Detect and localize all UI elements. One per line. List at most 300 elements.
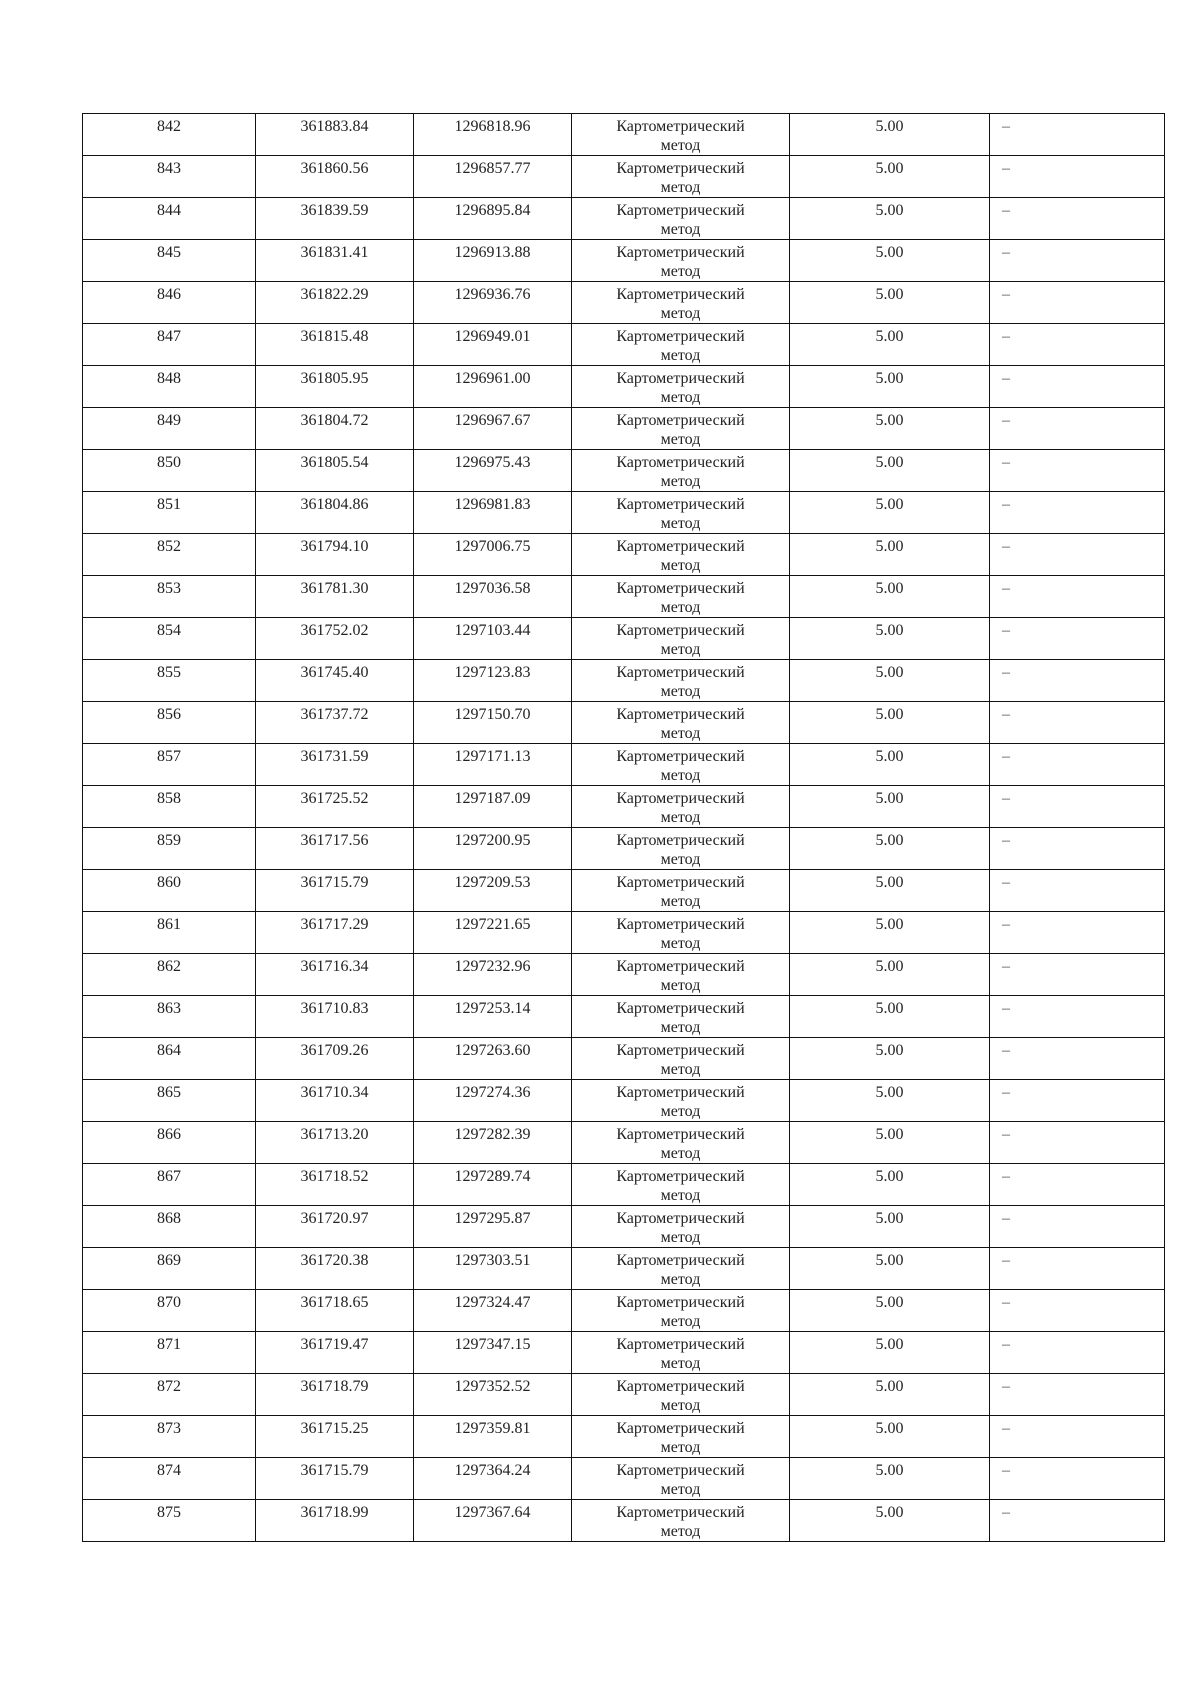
x-coordinate-cell: 361720.38	[256, 1248, 414, 1290]
method-line-1: Картометрический	[616, 496, 745, 513]
method-cell	[572, 1038, 790, 1080]
x-coordinate-cell: 361715.79	[256, 1458, 414, 1500]
method-line-1: Картометрический	[616, 538, 745, 555]
method-cell	[572, 702, 790, 744]
table-row	[83, 534, 1165, 576]
accuracy-cell: 5.00	[790, 870, 990, 912]
x-coordinate-cell: 361715.25	[256, 1416, 414, 1458]
accuracy-cell: 5.00	[790, 1164, 990, 1206]
note-cell: –	[990, 1248, 1165, 1290]
note-cell: –	[990, 1080, 1165, 1122]
method-cell	[572, 1080, 790, 1122]
x-coordinate-cell: 361725.52	[256, 786, 414, 828]
method-line-1: Картометрический	[616, 1210, 745, 1227]
method-line-1: Картометрический	[616, 916, 745, 933]
method-line-2: метод	[660, 1103, 701, 1120]
table-row	[83, 1374, 1165, 1416]
note-cell: –	[990, 492, 1165, 534]
method-cell	[572, 198, 790, 240]
method-cell	[572, 744, 790, 786]
x-coordinate-cell: 361805.54	[256, 450, 414, 492]
x-coordinate-cell: 361745.40	[256, 660, 414, 702]
note-cell: –	[990, 324, 1165, 366]
method-cell	[572, 1458, 790, 1500]
note-cell: –	[990, 576, 1165, 618]
method-line-2: метод	[660, 347, 701, 364]
method-cell	[572, 450, 790, 492]
method-cell	[572, 240, 790, 282]
method-line-1: Картометрический	[616, 1504, 745, 1521]
point-number-cell: 858	[83, 786, 256, 828]
method-line-1: Картометрический	[616, 118, 745, 135]
method-cell	[572, 408, 790, 450]
table-row	[83, 576, 1165, 618]
method-line-1: Картометрический	[616, 1042, 745, 1059]
method-line-1: Картометрический	[616, 706, 745, 723]
note-cell: –	[990, 744, 1165, 786]
table-row	[83, 198, 1165, 240]
coordinates-table-body	[83, 114, 1165, 1542]
method-cell	[572, 282, 790, 324]
method-line-1: Картометрический	[616, 874, 745, 891]
y-coordinate-cell: 1297036.58	[414, 576, 572, 618]
table-row	[83, 1080, 1165, 1122]
y-coordinate-cell: 1297352.52	[414, 1374, 572, 1416]
point-number-cell: 852	[83, 534, 256, 576]
y-coordinate-cell: 1296975.43	[414, 450, 572, 492]
accuracy-cell: 5.00	[790, 1500, 990, 1542]
method-line-2: метод	[660, 1481, 701, 1498]
method-line-2: метод	[660, 179, 701, 196]
accuracy-cell: 5.00	[790, 1374, 990, 1416]
method-line-2: метод	[660, 1229, 701, 1246]
note-cell: –	[990, 1374, 1165, 1416]
method-cell	[572, 996, 790, 1038]
accuracy-cell: 5.00	[790, 1038, 990, 1080]
y-coordinate-cell: 1297123.83	[414, 660, 572, 702]
table-row	[83, 282, 1165, 324]
method-line-1: Картометрический	[616, 244, 745, 261]
y-coordinate-cell: 1297289.74	[414, 1164, 572, 1206]
y-coordinate-cell: 1297209.53	[414, 870, 572, 912]
point-number-cell: 848	[83, 366, 256, 408]
y-coordinate-cell: 1297347.15	[414, 1332, 572, 1374]
method-cell	[572, 912, 790, 954]
x-coordinate-cell: 361860.56	[256, 156, 414, 198]
table-row	[83, 744, 1165, 786]
x-coordinate-cell: 361718.52	[256, 1164, 414, 1206]
point-number-cell: 857	[83, 744, 256, 786]
note-cell: –	[990, 912, 1165, 954]
method-line-2: метод	[660, 1187, 701, 1204]
y-coordinate-cell: 1297274.36	[414, 1080, 572, 1122]
note-cell: –	[990, 870, 1165, 912]
y-coordinate-cell: 1296857.77	[414, 156, 572, 198]
coordinates-table	[82, 113, 1165, 1542]
note-cell: –	[990, 240, 1165, 282]
x-coordinate-cell: 361709.26	[256, 1038, 414, 1080]
method-line-2: метод	[660, 515, 701, 532]
method-cell	[572, 1164, 790, 1206]
method-cell	[572, 534, 790, 576]
x-coordinate-cell: 361717.56	[256, 828, 414, 870]
note-cell: –	[990, 954, 1165, 996]
x-coordinate-cell: 361781.30	[256, 576, 414, 618]
accuracy-cell: 5.00	[790, 702, 990, 744]
method-line-2: метод	[660, 977, 701, 994]
accuracy-cell: 5.00	[790, 576, 990, 618]
point-number-cell: 870	[83, 1290, 256, 1332]
method-line-2: метод	[660, 935, 701, 952]
note-cell: –	[990, 1206, 1165, 1248]
accuracy-cell: 5.00	[790, 1416, 990, 1458]
method-line-2: метод	[660, 1019, 701, 1036]
accuracy-cell: 5.00	[790, 912, 990, 954]
point-number-cell: 865	[83, 1080, 256, 1122]
point-number-cell: 843	[83, 156, 256, 198]
note-cell: –	[990, 1164, 1165, 1206]
method-cell	[572, 870, 790, 912]
accuracy-cell: 5.00	[790, 1458, 990, 1500]
x-coordinate-cell: 361737.72	[256, 702, 414, 744]
x-coordinate-cell: 361839.59	[256, 198, 414, 240]
point-number-cell: 859	[83, 828, 256, 870]
method-line-2: метод	[660, 725, 701, 742]
note-cell: –	[990, 786, 1165, 828]
accuracy-cell: 5.00	[790, 156, 990, 198]
accuracy-cell: 5.00	[790, 1332, 990, 1374]
method-line-1: Картометрический	[616, 1294, 745, 1311]
y-coordinate-cell: 1296981.83	[414, 492, 572, 534]
method-line-1: Картометрический	[616, 1462, 745, 1479]
point-number-cell: 860	[83, 870, 256, 912]
accuracy-cell: 5.00	[790, 1206, 990, 1248]
point-number-cell: 849	[83, 408, 256, 450]
note-cell: –	[990, 1500, 1165, 1542]
accuracy-cell: 5.00	[790, 1122, 990, 1164]
note-cell: –	[990, 534, 1165, 576]
note-cell: –	[990, 366, 1165, 408]
method-line-1: Картометрический	[616, 1420, 745, 1437]
table-row	[83, 114, 1165, 156]
table-row	[83, 912, 1165, 954]
method-cell	[572, 324, 790, 366]
method-cell	[572, 576, 790, 618]
point-number-cell: 861	[83, 912, 256, 954]
y-coordinate-cell: 1296913.88	[414, 240, 572, 282]
note-cell: –	[990, 828, 1165, 870]
x-coordinate-cell: 361815.48	[256, 324, 414, 366]
y-coordinate-cell: 1297200.95	[414, 828, 572, 870]
method-line-1: Картометрический	[616, 1378, 745, 1395]
method-cell	[572, 1332, 790, 1374]
table-row	[83, 492, 1165, 534]
accuracy-cell: 5.00	[790, 996, 990, 1038]
method-line-2: метод	[660, 221, 701, 238]
method-line-2: метод	[660, 473, 701, 490]
table-row	[83, 1248, 1165, 1290]
x-coordinate-cell: 361718.99	[256, 1500, 414, 1542]
y-coordinate-cell: 1297282.39	[414, 1122, 572, 1164]
table-row	[83, 156, 1165, 198]
point-number-cell: 874	[83, 1458, 256, 1500]
point-number-cell: 845	[83, 240, 256, 282]
note-cell: –	[990, 1122, 1165, 1164]
table-row	[83, 366, 1165, 408]
y-coordinate-cell: 1297364.24	[414, 1458, 572, 1500]
point-number-cell: 862	[83, 954, 256, 996]
table-row	[83, 1164, 1165, 1206]
point-number-cell: 872	[83, 1374, 256, 1416]
y-coordinate-cell: 1297187.09	[414, 786, 572, 828]
y-coordinate-cell: 1297324.47	[414, 1290, 572, 1332]
point-number-cell: 866	[83, 1122, 256, 1164]
accuracy-cell: 5.00	[790, 786, 990, 828]
table-row	[83, 240, 1165, 282]
note-cell: –	[990, 450, 1165, 492]
x-coordinate-cell: 361710.34	[256, 1080, 414, 1122]
point-number-cell: 847	[83, 324, 256, 366]
note-cell: –	[990, 1332, 1165, 1374]
table-row	[83, 408, 1165, 450]
x-coordinate-cell: 361717.29	[256, 912, 414, 954]
method-line-2: метод	[660, 1061, 701, 1078]
method-line-2: метод	[660, 557, 701, 574]
table-row	[83, 1500, 1165, 1542]
method-line-1: Картометрический	[616, 832, 745, 849]
y-coordinate-cell: 1297150.70	[414, 702, 572, 744]
method-line-2: метод	[660, 431, 701, 448]
accuracy-cell: 5.00	[790, 492, 990, 534]
y-coordinate-cell: 1297359.81	[414, 1416, 572, 1458]
y-coordinate-cell: 1297303.51	[414, 1248, 572, 1290]
method-line-1: Картометрический	[616, 622, 745, 639]
method-cell	[572, 1500, 790, 1542]
point-number-cell: 850	[83, 450, 256, 492]
method-cell	[572, 786, 790, 828]
method-cell	[572, 828, 790, 870]
note-cell: –	[990, 282, 1165, 324]
method-line-2: метод	[660, 1355, 701, 1372]
y-coordinate-cell: 1296895.84	[414, 198, 572, 240]
table-row	[83, 1206, 1165, 1248]
point-number-cell: 844	[83, 198, 256, 240]
method-cell	[572, 1248, 790, 1290]
x-coordinate-cell: 361718.65	[256, 1290, 414, 1332]
method-line-1: Картометрический	[616, 1252, 745, 1269]
method-line-1: Картометрический	[616, 286, 745, 303]
y-coordinate-cell: 1297253.14	[414, 996, 572, 1038]
point-number-cell: 842	[83, 114, 256, 156]
table-row	[83, 660, 1165, 702]
method-line-2: метод	[660, 767, 701, 784]
y-coordinate-cell: 1297006.75	[414, 534, 572, 576]
accuracy-cell: 5.00	[790, 1290, 990, 1332]
method-cell	[572, 1374, 790, 1416]
table-row	[83, 618, 1165, 660]
x-coordinate-cell: 361710.83	[256, 996, 414, 1038]
method-cell	[572, 1206, 790, 1248]
method-line-1: Картометрический	[616, 412, 745, 429]
method-line-2: метод	[660, 1397, 701, 1414]
point-number-cell: 869	[83, 1248, 256, 1290]
x-coordinate-cell: 361719.47	[256, 1332, 414, 1374]
y-coordinate-cell: 1296936.76	[414, 282, 572, 324]
point-number-cell: 875	[83, 1500, 256, 1542]
point-number-cell: 863	[83, 996, 256, 1038]
method-line-1: Картометрический	[616, 958, 745, 975]
accuracy-cell: 5.00	[790, 114, 990, 156]
method-cell	[572, 618, 790, 660]
accuracy-cell: 5.00	[790, 618, 990, 660]
method-line-1: Картометрический	[616, 328, 745, 345]
method-line-2: метод	[660, 137, 701, 154]
x-coordinate-cell: 361731.59	[256, 744, 414, 786]
accuracy-cell: 5.00	[790, 1248, 990, 1290]
method-line-2: метод	[660, 851, 701, 868]
table-row	[83, 828, 1165, 870]
point-number-cell: 864	[83, 1038, 256, 1080]
method-cell	[572, 156, 790, 198]
x-coordinate-cell: 361794.10	[256, 534, 414, 576]
method-line-2: метод	[660, 263, 701, 280]
method-line-1: Картометрический	[616, 1336, 745, 1353]
method-line-1: Картометрический	[616, 202, 745, 219]
point-number-cell: 854	[83, 618, 256, 660]
table-row	[83, 954, 1165, 996]
accuracy-cell: 5.00	[790, 954, 990, 996]
x-coordinate-cell: 361883.84	[256, 114, 414, 156]
method-line-1: Картометрический	[616, 748, 745, 765]
x-coordinate-cell: 361804.86	[256, 492, 414, 534]
method-line-1: Картометрический	[616, 1084, 745, 1101]
method-line-1: Картометрический	[616, 664, 745, 681]
x-coordinate-cell: 361752.02	[256, 618, 414, 660]
method-cell	[572, 1290, 790, 1332]
method-line-1: Картометрический	[616, 580, 745, 597]
method-line-2: метод	[660, 305, 701, 322]
accuracy-cell: 5.00	[790, 198, 990, 240]
table-row	[83, 324, 1165, 366]
table-row	[83, 1458, 1165, 1500]
note-cell: –	[990, 1290, 1165, 1332]
accuracy-cell: 5.00	[790, 828, 990, 870]
y-coordinate-cell: 1296961.00	[414, 366, 572, 408]
accuracy-cell: 5.00	[790, 1080, 990, 1122]
note-cell: –	[990, 1038, 1165, 1080]
method-line-2: метод	[660, 683, 701, 700]
point-number-cell: 853	[83, 576, 256, 618]
method-line-2: метод	[660, 893, 701, 910]
point-number-cell: 851	[83, 492, 256, 534]
note-cell: –	[990, 114, 1165, 156]
y-coordinate-cell: 1296818.96	[414, 114, 572, 156]
method-line-1: Картометрический	[616, 370, 745, 387]
method-line-1: Картометрический	[616, 160, 745, 177]
table-row	[83, 1038, 1165, 1080]
point-number-cell: 846	[83, 282, 256, 324]
method-cell	[572, 114, 790, 156]
method-cell	[572, 1122, 790, 1164]
y-coordinate-cell: 1296967.67	[414, 408, 572, 450]
y-coordinate-cell: 1296949.01	[414, 324, 572, 366]
method-line-2: метод	[660, 1145, 701, 1162]
accuracy-cell: 5.00	[790, 744, 990, 786]
method-line-2: метод	[660, 1313, 701, 1330]
table-row	[83, 450, 1165, 492]
accuracy-cell: 5.00	[790, 324, 990, 366]
method-line-2: метод	[660, 1271, 701, 1288]
table-row	[83, 1332, 1165, 1374]
y-coordinate-cell: 1297367.64	[414, 1500, 572, 1542]
method-line-2: метод	[660, 1523, 701, 1540]
method-line-1: Картометрический	[616, 1000, 745, 1017]
point-number-cell: 871	[83, 1332, 256, 1374]
method-line-1: Картометрический	[616, 790, 745, 807]
accuracy-cell: 5.00	[790, 366, 990, 408]
x-coordinate-cell: 361831.41	[256, 240, 414, 282]
method-cell	[572, 366, 790, 408]
note-cell: –	[990, 1458, 1165, 1500]
x-coordinate-cell: 361804.72	[256, 408, 414, 450]
point-number-cell: 856	[83, 702, 256, 744]
note-cell: –	[990, 618, 1165, 660]
point-number-cell: 855	[83, 660, 256, 702]
method-line-1: Картометрический	[616, 454, 745, 471]
note-cell: –	[990, 408, 1165, 450]
x-coordinate-cell: 361822.29	[256, 282, 414, 324]
note-cell: –	[990, 996, 1165, 1038]
note-cell: –	[990, 660, 1165, 702]
accuracy-cell: 5.00	[790, 282, 990, 324]
accuracy-cell: 5.00	[790, 240, 990, 282]
method-cell	[572, 954, 790, 996]
x-coordinate-cell: 361716.34	[256, 954, 414, 996]
note-cell: –	[990, 1416, 1165, 1458]
table-row	[83, 1416, 1165, 1458]
method-cell	[572, 492, 790, 534]
y-coordinate-cell: 1297295.87	[414, 1206, 572, 1248]
point-number-cell: 873	[83, 1416, 256, 1458]
table-row	[83, 870, 1165, 912]
table-row	[83, 1122, 1165, 1164]
x-coordinate-cell: 361805.95	[256, 366, 414, 408]
method-line-2: метод	[660, 389, 701, 406]
x-coordinate-cell: 361718.79	[256, 1374, 414, 1416]
method-line-2: метод	[660, 641, 701, 658]
accuracy-cell: 5.00	[790, 408, 990, 450]
point-number-cell: 867	[83, 1164, 256, 1206]
y-coordinate-cell: 1297232.96	[414, 954, 572, 996]
y-coordinate-cell: 1297103.44	[414, 618, 572, 660]
table-row	[83, 702, 1165, 744]
method-cell	[572, 1416, 790, 1458]
y-coordinate-cell: 1297171.13	[414, 744, 572, 786]
accuracy-cell: 5.00	[790, 660, 990, 702]
accuracy-cell: 5.00	[790, 534, 990, 576]
x-coordinate-cell: 361715.79	[256, 870, 414, 912]
x-coordinate-cell: 361720.97	[256, 1206, 414, 1248]
table-row	[83, 1290, 1165, 1332]
note-cell: –	[990, 198, 1165, 240]
point-number-cell: 868	[83, 1206, 256, 1248]
method-line-2: метод	[660, 809, 701, 826]
method-cell	[572, 660, 790, 702]
accuracy-cell: 5.00	[790, 450, 990, 492]
method-line-1: Картометрический	[616, 1126, 745, 1143]
method-line-1: Картометрический	[616, 1168, 745, 1185]
table-row	[83, 996, 1165, 1038]
